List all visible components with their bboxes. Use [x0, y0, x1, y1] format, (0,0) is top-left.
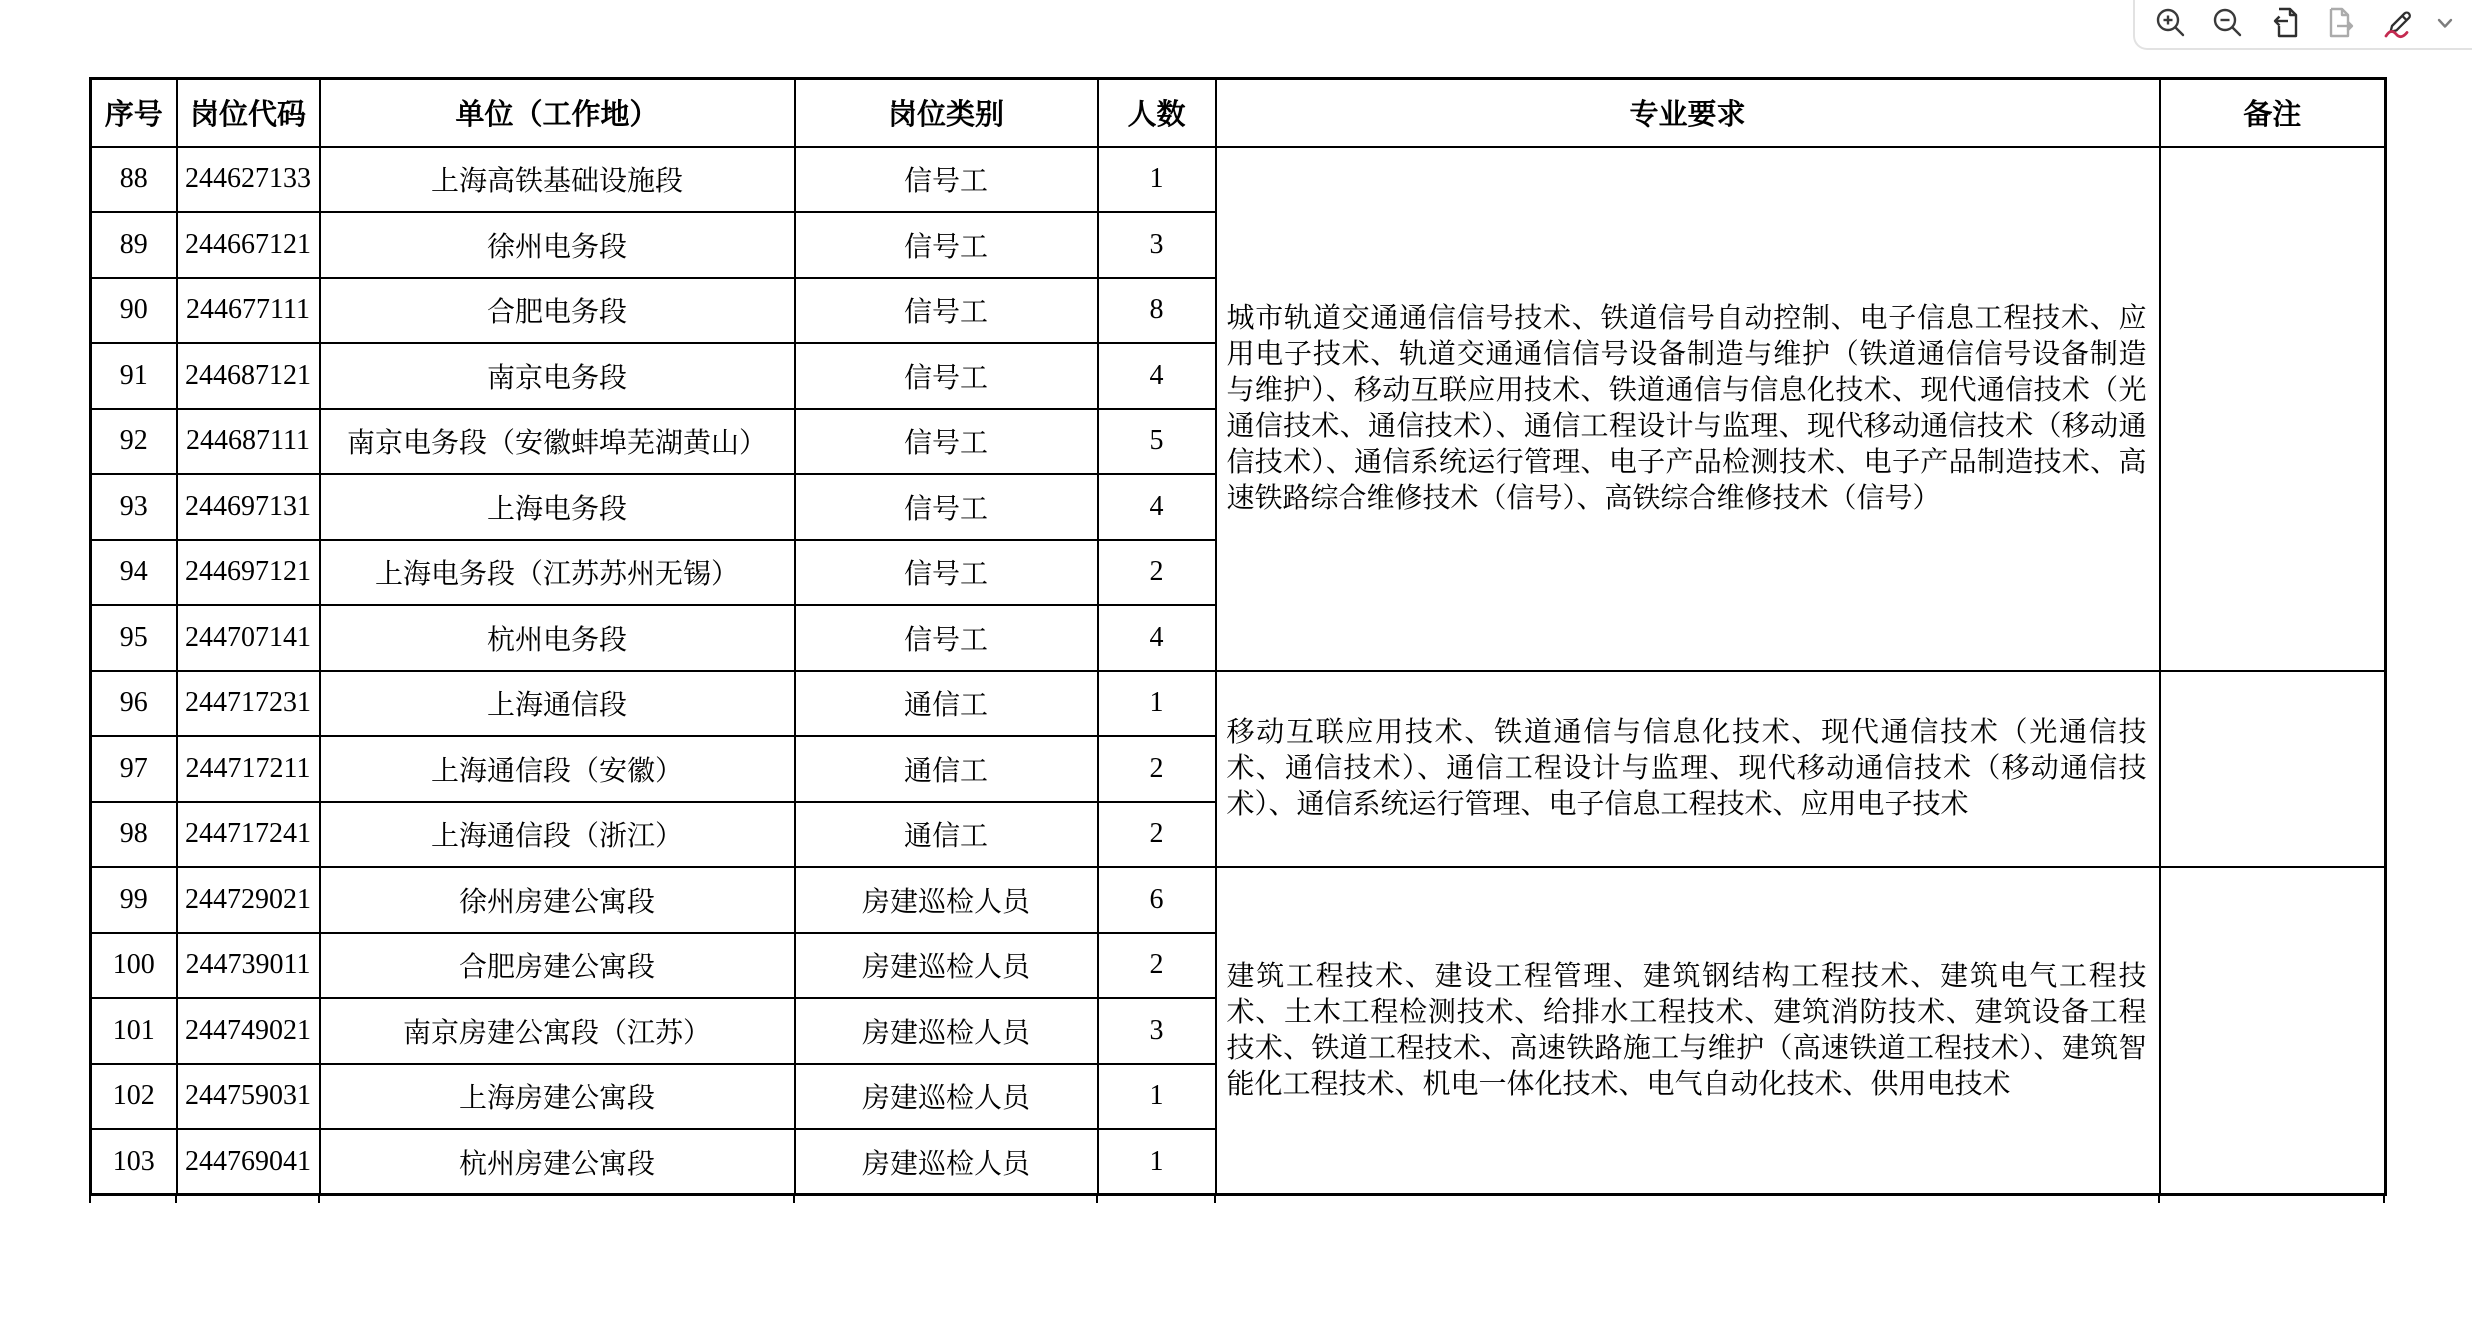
- code-cell: 244697131: [177, 474, 320, 540]
- viewer-toolbar: [2133, 0, 2472, 50]
- zoom-out-icon: [2210, 5, 2246, 41]
- unit-cell: 徐州房建公寓段: [320, 867, 795, 933]
- category-cell: 通信工: [795, 736, 1098, 802]
- unit-cell: 徐州电务段: [320, 212, 795, 278]
- count-cell: 4: [1098, 343, 1216, 409]
- unit-cell: 上海通信段（安徽）: [320, 736, 795, 802]
- unit-cell: 合肥房建公寓段: [320, 933, 795, 999]
- column-header-requirement: 专业要求: [1216, 79, 2160, 147]
- category-cell: 信号工: [795, 278, 1098, 344]
- remark-cell: [2160, 671, 2386, 868]
- category-cell: 通信工: [795, 671, 1098, 737]
- count-cell: 3: [1098, 212, 1216, 278]
- category-cell: 通信工: [795, 802, 1098, 868]
- next-row-border-stub: [2383, 1194, 2385, 1203]
- serial-cell: 88: [91, 147, 177, 213]
- column-header-code: 岗位代码: [177, 79, 320, 147]
- chevron-down-icon: [2431, 9, 2459, 37]
- category-cell: 房建巡检人员: [795, 933, 1098, 999]
- count-cell: 1: [1098, 1064, 1216, 1130]
- unit-cell: 上海电务段（江苏苏州无锡）: [320, 540, 795, 606]
- count-cell: 8: [1098, 278, 1216, 344]
- count-cell: 4: [1098, 474, 1216, 540]
- category-cell: 房建巡检人员: [795, 1129, 1098, 1195]
- code-cell: 244739011: [177, 933, 320, 999]
- zoom-out-button[interactable]: [2208, 3, 2248, 43]
- count-cell: 4: [1098, 605, 1216, 671]
- annotate-button[interactable]: [2379, 3, 2419, 43]
- code-cell: 244667121: [177, 212, 320, 278]
- code-cell: 244677111: [177, 278, 320, 344]
- serial-cell: 100: [91, 933, 177, 999]
- serial-cell: 101: [91, 998, 177, 1064]
- next-row-border-stub: [175, 1194, 177, 1203]
- column-header-count: 人数: [1098, 79, 1216, 147]
- page-back-button[interactable]: [2265, 3, 2305, 43]
- serial-cell: 94: [91, 540, 177, 606]
- code-cell: 244717211: [177, 736, 320, 802]
- code-cell: 244707141: [177, 605, 320, 671]
- unit-cell: 杭州房建公寓段: [320, 1129, 795, 1195]
- count-cell: 2: [1098, 736, 1216, 802]
- count-cell: 1: [1098, 1129, 1216, 1195]
- header-row: [91, 79, 2386, 147]
- next-row-border-stub: [89, 1194, 91, 1203]
- category-cell: 信号工: [795, 540, 1098, 606]
- remark-cell: [2160, 867, 2386, 1195]
- unit-cell: 合肥电务段: [320, 278, 795, 344]
- code-cell: 244697121: [177, 540, 320, 606]
- code-cell: 244717231: [177, 671, 320, 737]
- column-header-remark: 备注: [2160, 79, 2386, 147]
- remark-cell: [2160, 147, 2386, 671]
- serial-cell: 93: [91, 474, 177, 540]
- unit-cell: 南京电务段: [320, 343, 795, 409]
- serial-cell: 91: [91, 343, 177, 409]
- unit-cell: 上海通信段: [320, 671, 795, 737]
- serial-cell: 98: [91, 802, 177, 868]
- requirement-cell: 建筑工程技术、建设工程管理、建筑钢结构工程技术、建筑电气工程技术、土木工程检测技术、给排水工程技术、建筑消防技术、建筑设备工程技术、铁道工程技术、高速铁路施工与维护（高速铁道工程技术）、建筑智能化工程技术、机电一体化技术、电气自动化技术、供用电技术: [1216, 867, 2160, 1195]
- code-cell: 244729021: [177, 867, 320, 933]
- unit-cell: 上海高铁基础设施段: [320, 147, 795, 213]
- table-row: [91, 867, 2386, 933]
- count-cell: 1: [1098, 147, 1216, 213]
- requirement-cell: 城市轨道交通通信信号技术、铁道信号自动控制、电子信息工程技术、应用电子技术、轨道交通通信信号设备制造与维护（铁道通信信号设备制造与维护）、移动互联应用技术、铁道通信与信息化技术、现代通信技术（光通信技术、通信技术）、通信工程设计与监理、现代移动通信技术（移动通信技术）、通信系统运行管理、电子产品检测技术、电子产品制造技术、高速铁路综合维修技术（信号）、高铁综合维修技术（信号）: [1216, 147, 2160, 671]
- serial-cell: 90: [91, 278, 177, 344]
- category-cell: 房建巡检人员: [795, 1064, 1098, 1130]
- code-cell: 244627133: [177, 147, 320, 213]
- category-cell: 信号工: [795, 409, 1098, 475]
- requirement-cell: 移动互联应用技术、铁道通信与信息化技术、现代通信技术（光通信技术、通信技术）、通信工程设计与监理、现代移动通信技术（移动通信技术）、通信系统运行管理、电子信息工程技术、应用电子技术: [1216, 671, 2160, 868]
- annotate-pen-icon: [2379, 3, 2419, 43]
- serial-cell: 103: [91, 1129, 177, 1195]
- count-cell: 6: [1098, 867, 1216, 933]
- count-cell: 5: [1098, 409, 1216, 475]
- table-row: [91, 671, 2386, 737]
- count-cell: 2: [1098, 540, 1216, 606]
- next-row-border-stub: [318, 1194, 320, 1203]
- page-forward-button[interactable]: [2322, 3, 2362, 43]
- page-back-icon: [2267, 5, 2303, 41]
- category-cell: 信号工: [795, 212, 1098, 278]
- next-row-border-stub: [1214, 1194, 1216, 1203]
- serial-cell: 99: [91, 867, 177, 933]
- code-cell: 244687111: [177, 409, 320, 475]
- next-row-border-stub: [1096, 1194, 1098, 1203]
- unit-cell: 上海通信段（浙江）: [320, 802, 795, 868]
- serial-cell: 97: [91, 736, 177, 802]
- category-cell: 房建巡检人员: [795, 998, 1098, 1064]
- unit-cell: 南京电务段（安徽蚌埠芜湖黄山）: [320, 409, 795, 475]
- next-row-border-stub: [2158, 1194, 2160, 1203]
- page-forward-icon: [2324, 5, 2360, 41]
- column-header-serial: 序号: [91, 79, 177, 147]
- serial-cell: 89: [91, 212, 177, 278]
- job-positions-table: [89, 77, 2387, 1196]
- code-cell: 244769041: [177, 1129, 320, 1195]
- serial-cell: 96: [91, 671, 177, 737]
- column-header-category: 岗位类别: [795, 79, 1098, 147]
- serial-cell: 95: [91, 605, 177, 671]
- unit-cell: 南京房建公寓段（江苏）: [320, 998, 795, 1064]
- count-cell: 1: [1098, 671, 1216, 737]
- code-cell: 244749021: [177, 998, 320, 1064]
- unit-cell: 上海电务段: [320, 474, 795, 540]
- category-cell: 房建巡检人员: [795, 867, 1098, 933]
- annotate-menu-button[interactable]: [2425, 3, 2465, 43]
- next-row-border-stub: [793, 1194, 795, 1203]
- category-cell: 信号工: [795, 474, 1098, 540]
- zoom-in-button[interactable]: [2151, 3, 2191, 43]
- code-cell: 244717241: [177, 802, 320, 868]
- serial-cell: 92: [91, 409, 177, 475]
- serial-cell: 102: [91, 1064, 177, 1130]
- category-cell: 信号工: [795, 605, 1098, 671]
- code-cell: 244687121: [177, 343, 320, 409]
- category-cell: 信号工: [795, 147, 1098, 213]
- table-row: [91, 147, 2386, 213]
- zoom-in-icon: [2153, 5, 2189, 41]
- unit-cell: 上海房建公寓段: [320, 1064, 795, 1130]
- unit-cell: 杭州电务段: [320, 605, 795, 671]
- column-header-unit: 单位（工作地）: [320, 79, 795, 147]
- count-cell: 2: [1098, 933, 1216, 999]
- code-cell: 244759031: [177, 1064, 320, 1130]
- count-cell: 3: [1098, 998, 1216, 1064]
- count-cell: 2: [1098, 802, 1216, 868]
- category-cell: 信号工: [795, 343, 1098, 409]
